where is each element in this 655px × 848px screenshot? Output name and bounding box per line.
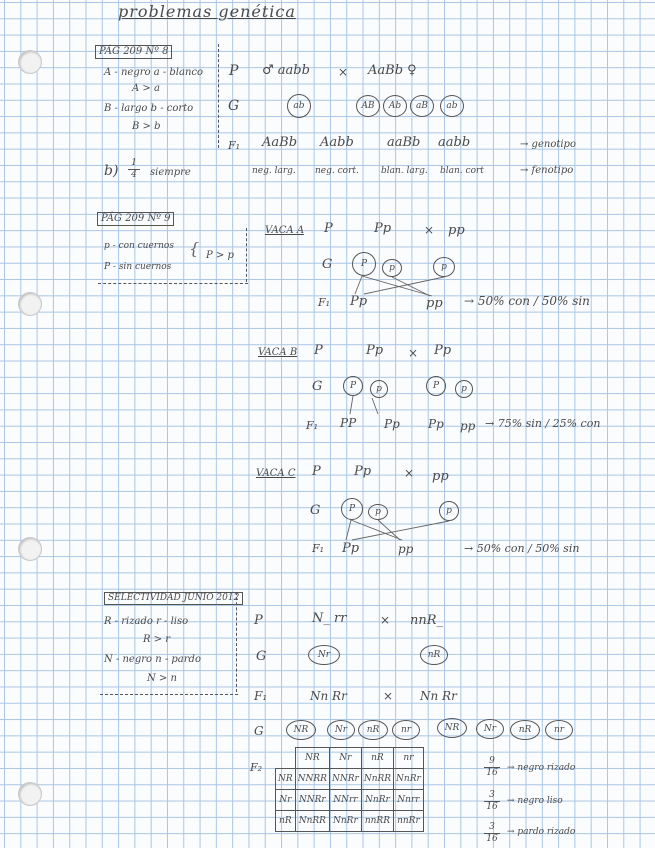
phenotype: neg. larg. [252, 166, 296, 176]
f1-label: F₁ [312, 542, 325, 555]
p-label: P [314, 343, 323, 358]
parent: Pp [374, 221, 392, 236]
f1-label: F₁ [318, 296, 331, 309]
legend-line: R > r [143, 634, 171, 645]
genotype: aabb [438, 135, 471, 150]
gamete: NR [437, 718, 467, 738]
table-cell: nnRr [394, 811, 424, 832]
gamete: nr [392, 720, 420, 740]
table-row [276, 811, 424, 832]
f1-label: F₁ [254, 689, 268, 703]
parent: Nn Rr [420, 689, 457, 703]
gamete: P [343, 376, 363, 396]
g-label: G [310, 503, 321, 518]
table-cell: Nnrr [394, 790, 424, 811]
table-cell: NNRR [295, 769, 329, 790]
table-header: nR [361, 748, 393, 769]
table-cell: nnRR [361, 811, 393, 832]
legend-line: B > b [132, 121, 161, 132]
problem-ref: SELECTIVIDAD JUNIO 2012 [104, 592, 243, 605]
gamete: P [352, 252, 376, 276]
table-row [276, 748, 424, 769]
legend-line: P - sin cuernos [104, 262, 172, 272]
part-b-text: siempre [150, 167, 191, 178]
divider [100, 694, 238, 695]
annotation-phenotype: → fenotipo [520, 165, 574, 176]
gamete: aB [410, 95, 434, 117]
fraction: $\frac{1}{4}$ [128, 158, 140, 181]
ratio-label: → pardo rizado [507, 827, 576, 837]
legend-line: A - negro a - blanco [104, 67, 204, 78]
gamete: Nr [327, 720, 355, 740]
table-cell: NnRr [361, 790, 393, 811]
gamete: ab [287, 94, 311, 118]
part-b-label: b) [104, 163, 119, 179]
gamete: p [370, 380, 388, 398]
offspring: Pp [342, 541, 360, 556]
dominance: P > p [206, 250, 234, 261]
g-label: G [322, 257, 333, 272]
cross-sign: × [383, 689, 394, 703]
gamete: nR [510, 720, 540, 740]
offspring: Pp [428, 417, 444, 431]
gamete: ab [440, 95, 464, 117]
result: → 50% con / 50% sin [464, 542, 580, 555]
problem-ref: PÁG 209 Nº 9 [97, 212, 174, 226]
phenotype: blan. cort [440, 166, 484, 176]
table-cell [276, 748, 296, 769]
gamete: p [439, 501, 459, 521]
ratio-label: → negro rizado [507, 763, 576, 773]
table-cell: NnRR [295, 811, 329, 832]
result: → 50% con / 50% sin [464, 294, 590, 308]
gamete: p [455, 380, 473, 398]
cross-sign: × [380, 613, 391, 627]
table-header: nr [394, 748, 424, 769]
offspring: Pp [350, 294, 368, 309]
phenotype: neg. cort. [315, 166, 359, 176]
gamete: Ab [383, 95, 407, 117]
gamete: p [368, 504, 388, 520]
table-row [276, 769, 424, 790]
offspring: pp [460, 419, 476, 433]
row-header: NR [276, 769, 296, 790]
gamete: Nr [476, 719, 504, 739]
parent: Nn Rr [310, 689, 347, 703]
cross-sign: × [424, 223, 435, 237]
f1-label: F₁ [228, 139, 241, 152]
ratio-fraction: $\frac{3}{16}$ [484, 822, 500, 845]
parent: Pp [366, 343, 384, 358]
annotation-genotype: → genotipo [520, 139, 576, 150]
parent: nnR_ [410, 613, 444, 628]
vaca-label: VACA A [265, 225, 305, 236]
table-header: NR [295, 748, 329, 769]
table-cell: NNrr [329, 790, 361, 811]
g-label: G [256, 649, 267, 664]
gamete: p [382, 259, 402, 277]
gamete: nR [358, 720, 388, 740]
parent: Pp [354, 464, 372, 479]
offspring: pp [398, 542, 414, 556]
cross-sign: × [404, 466, 415, 480]
f1-label: F₁ [306, 419, 319, 432]
gamete: p [433, 257, 455, 277]
female-parent: AaBb ♀ [368, 63, 417, 78]
table-cell: NnRR [361, 769, 393, 790]
genotype: aaBb [387, 135, 421, 150]
vaca-label: VACA C [256, 468, 296, 479]
page-title: problemas genética [118, 2, 296, 21]
gamete: Nr [308, 645, 340, 665]
phenotype: blan. larg. [381, 166, 428, 176]
gamete: P [426, 376, 446, 396]
p-label: P [229, 63, 239, 79]
brace: { [189, 239, 200, 258]
parent: N_ rr [312, 611, 347, 626]
gamete: NR [286, 720, 316, 740]
legend-line: A > a [132, 83, 160, 94]
gamete: nR [420, 645, 448, 665]
ratio-fraction: $\frac{3}{16}$ [484, 790, 500, 813]
legend-line: p - con cuernos [104, 241, 174, 251]
g-label: G [312, 379, 323, 394]
g-label: G [254, 724, 264, 738]
legend-line: B - largo b - corto [104, 103, 194, 114]
result: → 75% sin / 25% con [485, 417, 601, 430]
p-label: P [324, 221, 333, 236]
table-header: Nr [329, 748, 361, 769]
male-parent: ♂ aabb [262, 63, 310, 78]
problem-ref: PÁG 209 Nº 8 [95, 45, 172, 59]
f2-label: F₂ [250, 761, 263, 774]
legend-line: N - negro n - pardo [104, 654, 201, 665]
genotype: AaBb [262, 135, 298, 150]
g-label: G [228, 98, 240, 114]
table-cell: NnRr [329, 811, 361, 832]
gamete: AB [356, 95, 380, 117]
row-header: nR [276, 811, 296, 832]
legend-line: R - rizado r - liso [104, 616, 189, 627]
vaca-label: VACA B [258, 347, 298, 358]
p-label: P [254, 613, 263, 628]
legend-line: N > n [147, 673, 177, 684]
table-cell: NnRr [394, 769, 424, 790]
divider [236, 592, 237, 692]
offspring: PP [340, 416, 357, 430]
ratio-fraction: $\frac{9}{16}$ [484, 756, 500, 779]
table-row [276, 790, 424, 811]
p-label: P [312, 464, 321, 479]
gamete: P [341, 498, 363, 520]
ratio-label: → negro liso [507, 796, 563, 806]
punnett-square [275, 747, 424, 832]
cross-sign: × [408, 346, 419, 360]
offspring: Pp [384, 417, 400, 431]
genotype: Aabb [320, 135, 354, 150]
gamete: nr [545, 720, 573, 740]
parent: Pp [434, 343, 452, 358]
offspring: pp [426, 296, 443, 311]
parent: pp [448, 223, 465, 238]
table-cell: NNRr [329, 769, 361, 790]
row-header: Nr [276, 790, 296, 811]
cross-sign: × [338, 65, 349, 79]
table-cell: NNRr [295, 790, 329, 811]
parent: pp [432, 469, 449, 484]
